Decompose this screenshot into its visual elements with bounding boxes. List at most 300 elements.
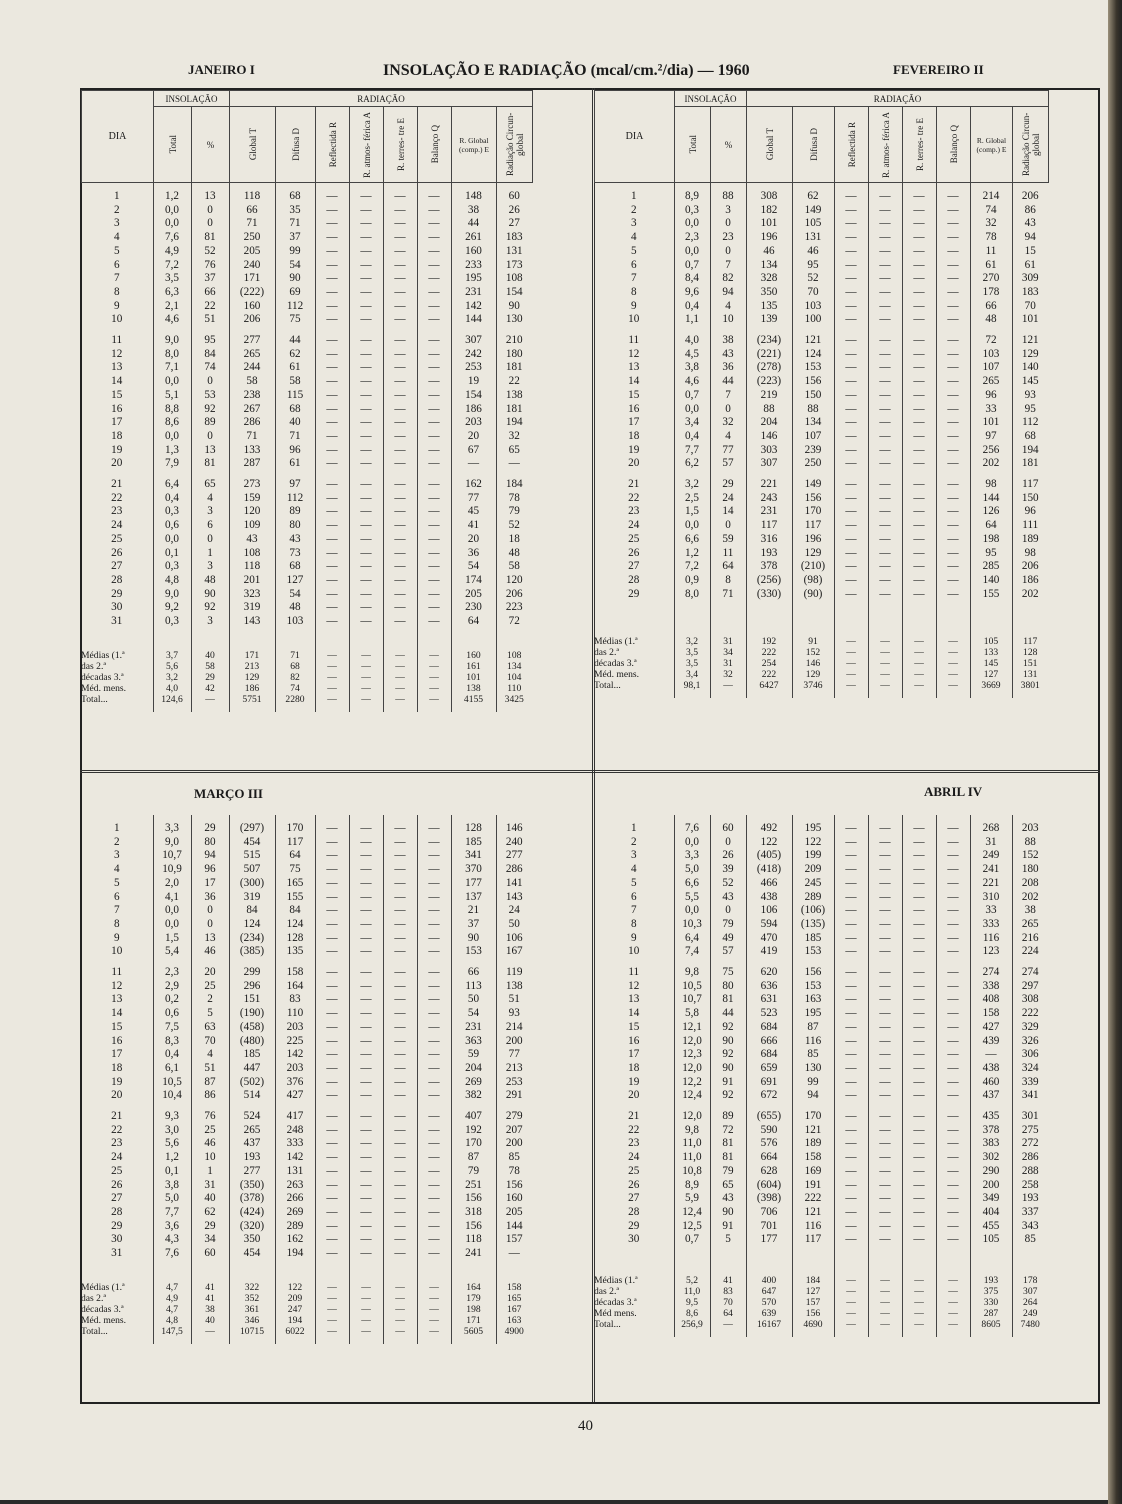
table-cell: 3,8 — [674, 361, 710, 375]
table-cell: 64 — [451, 615, 496, 629]
table-cell: 104 — [496, 672, 532, 683]
table-cell: — — [315, 1076, 349, 1090]
table-cell: 267 — [229, 403, 275, 417]
table-cell: 0,3 — [153, 615, 191, 629]
table-cell: 17 — [191, 877, 229, 891]
table-cell: — — [349, 1110, 383, 1124]
table-cell: 76 — [191, 1110, 229, 1124]
table-cell: — — [349, 683, 383, 694]
table-cell: das 2.ª — [81, 660, 107, 672]
table-cell: 134 — [496, 661, 532, 672]
table-cell: 200 — [496, 1035, 532, 1049]
table-cell: 1 — [630, 822, 637, 834]
table-cell: 87 — [792, 1021, 834, 1035]
table-cell: — — [834, 444, 868, 458]
table-cell: — — [902, 863, 936, 877]
table-cell: 177 — [746, 1233, 792, 1247]
table-row — [594, 533, 1048, 547]
table-cell: 214 — [496, 1021, 532, 1035]
table-cell: — — [936, 231, 970, 245]
table-cell: — — [902, 231, 936, 245]
insolacao-header: INSOLAÇÃO — [154, 91, 230, 107]
table-cell: 16167 — [746, 1319, 792, 1330]
table-cell: das 2.ª — [594, 647, 620, 659]
table-cell: — — [834, 1220, 868, 1234]
table-cell: 12 — [628, 979, 640, 992]
table-cell: 196 — [746, 231, 792, 245]
atmos-header: R. atmos- férica A — [869, 107, 903, 183]
table-cell: 269 — [451, 1076, 496, 1090]
table-cell: — — [834, 416, 868, 430]
table-cell: — — [315, 505, 349, 519]
table-cell: 631 — [746, 993, 792, 1007]
table-cell: — — [383, 505, 417, 519]
table-cell: 167 — [496, 1304, 532, 1315]
table-cell: 72 — [710, 1124, 746, 1138]
table-row — [81, 822, 532, 836]
table-cell: — — [383, 1110, 417, 1124]
table-cell: 61 — [275, 457, 315, 471]
table-cell: 20 — [111, 1089, 123, 1102]
table-cell: 341 — [1012, 1089, 1048, 1103]
table-cell: — — [315, 863, 349, 877]
table-cell: 0 — [710, 519, 746, 533]
table-cell: — — [936, 680, 970, 691]
table-cell: — — [349, 313, 383, 327]
table-cell: 14 — [111, 375, 123, 388]
table-cell: 12,0 — [674, 1062, 710, 1076]
table-row — [594, 361, 1048, 375]
table-cell: 194 — [496, 416, 532, 430]
table-cell: 171 — [229, 650, 275, 661]
table-cell: 10,4 — [153, 1089, 191, 1103]
table-cell: 23 — [111, 505, 123, 518]
table-cell: 269 — [275, 1206, 315, 1220]
table-row — [81, 444, 532, 458]
table-cell: 143 — [496, 891, 532, 905]
table-cell: 154 — [496, 286, 532, 300]
table-cell: — — [868, 444, 902, 458]
table-cell: 144 — [970, 492, 1012, 506]
table-cell: 326 — [1012, 1035, 1048, 1049]
table-cell: — — [315, 1206, 349, 1220]
table-cell: 90 — [496, 300, 532, 314]
table-cell: 2280 — [275, 694, 315, 705]
table-cell: 21 — [451, 904, 496, 918]
table-row — [594, 444, 1048, 458]
table-cell: — — [349, 457, 383, 471]
table-cell: 7,2 — [674, 560, 710, 574]
table-cell: — — [868, 492, 902, 506]
table-row — [594, 190, 1048, 204]
table-cell: 50 — [496, 918, 532, 932]
table-cell: 108 — [229, 547, 275, 561]
table-cell: 230 — [451, 601, 496, 615]
table-cell: — — [349, 389, 383, 403]
table-cell: — — [417, 430, 451, 444]
table-cell: — — [349, 1304, 383, 1315]
table-cell: 160 — [496, 1192, 532, 1206]
table-cell: 400 — [746, 1275, 792, 1286]
table-row — [81, 891, 532, 905]
table-cell: 200 — [496, 1137, 532, 1151]
table-cell: 222 — [792, 1192, 834, 1206]
table-cell: 0 — [191, 375, 229, 389]
table-cell: — — [936, 334, 970, 348]
table-cell: 17 — [628, 416, 640, 429]
table-cell: — — [936, 217, 970, 231]
table-cell: — — [383, 1233, 417, 1247]
table-cell: — — [315, 650, 349, 661]
table-cell: 45 — [451, 505, 496, 519]
table-cell: — — [315, 389, 349, 403]
table-cell: — — [902, 574, 936, 588]
table-cell: 60 — [191, 1247, 229, 1261]
table-cell: 4 — [710, 300, 746, 314]
table-cell: 13 — [191, 932, 229, 946]
table-cell: 524 — [229, 1110, 275, 1124]
balanco-header: Balanço Q — [418, 107, 452, 183]
table-cell: 254 — [746, 658, 792, 669]
table-cell: — — [417, 672, 451, 683]
table-cell: — — [834, 932, 868, 946]
table-cell: — — [936, 1275, 970, 1286]
table-cell: 90 — [191, 588, 229, 602]
table-cell: 189 — [1012, 533, 1048, 547]
table-cell: 4,9 — [153, 1293, 191, 1304]
table-cell: 61 — [1012, 259, 1048, 273]
section-title-marco: MARÇO III — [194, 786, 263, 801]
table-row — [81, 533, 532, 547]
table-cell: 195 — [792, 822, 834, 836]
table-cell: — — [315, 1021, 349, 1035]
table-cell: 206 — [1012, 560, 1048, 574]
table-cell: Total... — [81, 1325, 108, 1337]
table-cell: — — [902, 836, 936, 850]
table-cell: 350 — [229, 1233, 275, 1247]
table-cell: 129 — [792, 669, 834, 680]
table-cell: 142 — [451, 300, 496, 314]
table-cell: 29 — [628, 1219, 640, 1232]
table-cell: 157 — [496, 1233, 532, 1247]
table-cell: 29 — [111, 1219, 123, 1232]
table-cell: 427 — [275, 1089, 315, 1103]
table-cell: — — [936, 403, 970, 417]
table-cell: 256,9 — [674, 1319, 710, 1330]
table-cell: 3801 — [1012, 680, 1048, 691]
table-cell: 116 — [792, 1220, 834, 1234]
table-cell: 11 — [111, 334, 123, 347]
table-cell: 32 — [710, 669, 746, 680]
table-cell: 64 — [970, 519, 1012, 533]
table-cell: 378 — [970, 1124, 1012, 1138]
table-cell: 169 — [792, 1165, 834, 1179]
table-cell: — — [315, 560, 349, 574]
table-cell: 289 — [792, 891, 834, 905]
table-row — [81, 1304, 532, 1315]
table-cell: — — [902, 217, 936, 231]
table-cell: 13 — [191, 444, 229, 458]
table-cell: 205 — [229, 245, 275, 259]
table-cell: 38 — [1012, 904, 1048, 918]
table-cell: — — [902, 334, 936, 348]
table-cell: — — [936, 1151, 970, 1165]
table-cell: (98) — [792, 574, 834, 588]
table-cell: 4,5 — [674, 348, 710, 362]
table-cell: Médias (1.ª — [81, 649, 125, 661]
table-cell: 4,9 — [153, 245, 191, 259]
table-cell: (330) — [746, 588, 792, 602]
table-cell: Méd mens. — [594, 1308, 637, 1320]
table-cell: 52 — [191, 245, 229, 259]
table-cell: — — [868, 416, 902, 430]
table-cell: — — [315, 1220, 349, 1234]
table-cell: — — [902, 300, 936, 314]
table-cell: 15 — [628, 388, 640, 401]
circ-header: Radiação Circun- global — [497, 107, 533, 183]
table-cell: 107 — [792, 430, 834, 444]
table-cell: — — [902, 1007, 936, 1021]
table-cell: 2 — [113, 203, 120, 216]
table-row — [594, 430, 1048, 444]
table-cell: 3,7 — [153, 650, 191, 661]
table-cell: — — [902, 1124, 936, 1138]
table-cell: 32 — [710, 416, 746, 430]
table-cell: 8,4 — [674, 272, 710, 286]
table-cell: — — [349, 932, 383, 946]
table-row — [594, 492, 1048, 506]
table-cell: 153 — [792, 945, 834, 959]
table-cell: 7,7 — [153, 1206, 191, 1220]
table-cell: 124 — [229, 918, 275, 932]
table-cell: — — [834, 877, 868, 891]
table-cell: 341 — [451, 849, 496, 863]
table-cell: 68 — [275, 661, 315, 672]
table-cell: — — [315, 615, 349, 629]
table-cell: — — [868, 1035, 902, 1049]
table-cell: — — [417, 1304, 451, 1315]
table-row — [81, 849, 532, 863]
table-cell: — — [936, 849, 970, 863]
table-row — [81, 204, 532, 218]
table-cell: 309 — [1012, 272, 1048, 286]
table-cell: — — [417, 1179, 451, 1193]
table-cell: 684 — [746, 1048, 792, 1062]
table-cell: — — [936, 533, 970, 547]
table-cell: 43 — [275, 533, 315, 547]
table-cell: 128 — [1012, 647, 1048, 658]
table-cell: 3,4 — [674, 669, 710, 680]
table-cell: — — [315, 877, 349, 891]
table-cell: 9,2 — [153, 601, 191, 615]
table-cell: 330 — [970, 1297, 1012, 1308]
reflectida-header: Reflectida R — [316, 107, 350, 183]
table-cell: — — [902, 1308, 936, 1319]
table-cell: 323 — [229, 588, 275, 602]
table-cell: — — [417, 1192, 451, 1206]
table-cell: — — [868, 259, 902, 273]
table-cell: — — [417, 945, 451, 959]
table-cell: — — [315, 457, 349, 471]
table-cell: 24 — [628, 1151, 640, 1164]
table-cell: — — [936, 932, 970, 946]
table-cell: 19 — [628, 1075, 640, 1088]
table-cell: — — [383, 836, 417, 850]
table-cell: 79 — [496, 505, 532, 519]
table-cell: — — [868, 348, 902, 362]
table-cell: 221 — [746, 478, 792, 492]
table-cell: 0,4 — [153, 492, 191, 506]
table-cell: 43 — [710, 348, 746, 362]
table-cell: 205 — [496, 1206, 532, 1220]
table-row — [594, 1286, 1048, 1297]
table-cell: 0 — [710, 836, 746, 850]
table-cell: 307 — [451, 334, 496, 348]
table-row — [81, 1206, 532, 1220]
table-cell: — — [349, 877, 383, 891]
table-cell: 0 — [710, 403, 746, 417]
table-cell: 514 — [229, 1089, 275, 1103]
table-cell: 435 — [970, 1110, 1012, 1124]
table-cell: 7480 — [1012, 1319, 1048, 1330]
table-cell: 515 — [229, 849, 275, 863]
table-cell: — — [315, 849, 349, 863]
table-cell: 18 — [628, 1061, 640, 1074]
table-cell: 127 — [970, 669, 1012, 680]
table-cell: 85 — [496, 1151, 532, 1165]
table-row — [81, 505, 532, 519]
table-cell: 80 — [710, 980, 746, 994]
table-cell: 129 — [792, 547, 834, 561]
table-row — [81, 1062, 532, 1076]
table-cell: — — [315, 1165, 349, 1179]
table-cell: — — [417, 980, 451, 994]
table-cell: — — [902, 444, 936, 458]
table-cell: — — [315, 204, 349, 218]
table-cell: 13 — [628, 361, 640, 374]
table-cell: 46 — [792, 245, 834, 259]
table-cell: 62 — [191, 1206, 229, 1220]
table-cell: 10 — [628, 945, 640, 958]
table-cell: — — [902, 647, 936, 658]
table-cell: — — [936, 1124, 970, 1138]
table-cell: — — [902, 560, 936, 574]
table-cell: — — [868, 334, 902, 348]
table-row — [81, 478, 532, 492]
table-cell: 203 — [451, 416, 496, 430]
table-cell: 127 — [275, 574, 315, 588]
table-cell: 192 — [451, 1124, 496, 1138]
table-row — [594, 1275, 1048, 1286]
table-cell: 290 — [970, 1165, 1012, 1179]
table-cell: — — [383, 1247, 417, 1261]
table-cell: 99 — [792, 1076, 834, 1090]
table-cell: 131 — [496, 245, 532, 259]
table-cell: — — [417, 505, 451, 519]
table-cell: — — [383, 231, 417, 245]
table-cell: 131 — [275, 1165, 315, 1179]
table-cell: — — [868, 505, 902, 519]
table-cell: 40 — [191, 1315, 229, 1326]
table-cell: 122 — [746, 836, 792, 850]
table-cell: 4,0 — [153, 683, 191, 694]
table-cell: 9,0 — [153, 588, 191, 602]
table-cell: — — [834, 669, 868, 680]
table-cell: — — [417, 1048, 451, 1062]
table-cell: 0,6 — [153, 519, 191, 533]
table-cell: 57 — [710, 945, 746, 959]
table-cell: — — [936, 647, 970, 658]
table-cell: — — [936, 245, 970, 259]
table-cell: 0,4 — [674, 300, 710, 314]
table-row — [81, 1035, 532, 1049]
table-cell: — — [417, 1021, 451, 1035]
table-cell: 58 — [275, 375, 315, 389]
table-cell: 0,7 — [674, 1233, 710, 1247]
table-cell: 20 — [628, 457, 640, 470]
table-cell: 245 — [792, 877, 834, 891]
table-cell: 112 — [275, 300, 315, 314]
table-cell: 119 — [496, 966, 532, 980]
table-cell: 33 — [970, 904, 1012, 918]
table-cell: 455 — [970, 1220, 1012, 1234]
table-cell: 7,4 — [674, 945, 710, 959]
table-cell: 160 — [229, 300, 275, 314]
table-cell: 70 — [1012, 300, 1048, 314]
table-cell: — — [383, 348, 417, 362]
table-cell: 12,2 — [674, 1076, 710, 1090]
table-cell: 158 — [970, 1007, 1012, 1021]
table-row — [594, 375, 1048, 389]
table-row — [81, 492, 532, 506]
table-cell: 319 — [229, 891, 275, 905]
table-cell: 4 — [630, 863, 637, 876]
table-cell: 201 — [229, 574, 275, 588]
table-cell: 3,5 — [674, 658, 710, 669]
table-row — [81, 403, 532, 417]
table-cell: 0,0 — [153, 430, 191, 444]
table-cell: 3,2 — [674, 478, 710, 492]
table-cell: 6,2 — [674, 457, 710, 471]
table-cell: 7,6 — [153, 1247, 191, 1261]
table-cell: — — [383, 683, 417, 694]
table-cell: 77 — [710, 444, 746, 458]
table-cell: — — [383, 1007, 417, 1021]
table-cell: 4690 — [792, 1319, 834, 1330]
table-cell: 31 — [710, 658, 746, 669]
table-cell: 98,1 — [674, 680, 710, 691]
table-cell: 5605 — [451, 1326, 496, 1337]
table-cell: 1,2 — [153, 1151, 191, 1165]
table-cell: 231 — [451, 1021, 496, 1035]
table-cell: — — [315, 348, 349, 362]
table-cell: — — [383, 615, 417, 629]
table-cell: 20 — [451, 430, 496, 444]
table-cell: — — [834, 1048, 868, 1062]
table-cell: 1,3 — [153, 444, 191, 458]
table-cell: — — [315, 272, 349, 286]
table-cell: 9,8 — [674, 966, 710, 980]
table-cell: 75 — [275, 863, 315, 877]
table-cell: — — [315, 1062, 349, 1076]
table-cell: 250 — [792, 457, 834, 471]
table-cell: (502) — [229, 1076, 275, 1090]
table-cell: 149 — [792, 478, 834, 492]
table-cell: 203 — [275, 1021, 315, 1035]
table-cell: 3,5 — [674, 647, 710, 658]
table-cell: 63 — [191, 1021, 229, 1035]
table-cell: 111 — [1012, 519, 1048, 533]
